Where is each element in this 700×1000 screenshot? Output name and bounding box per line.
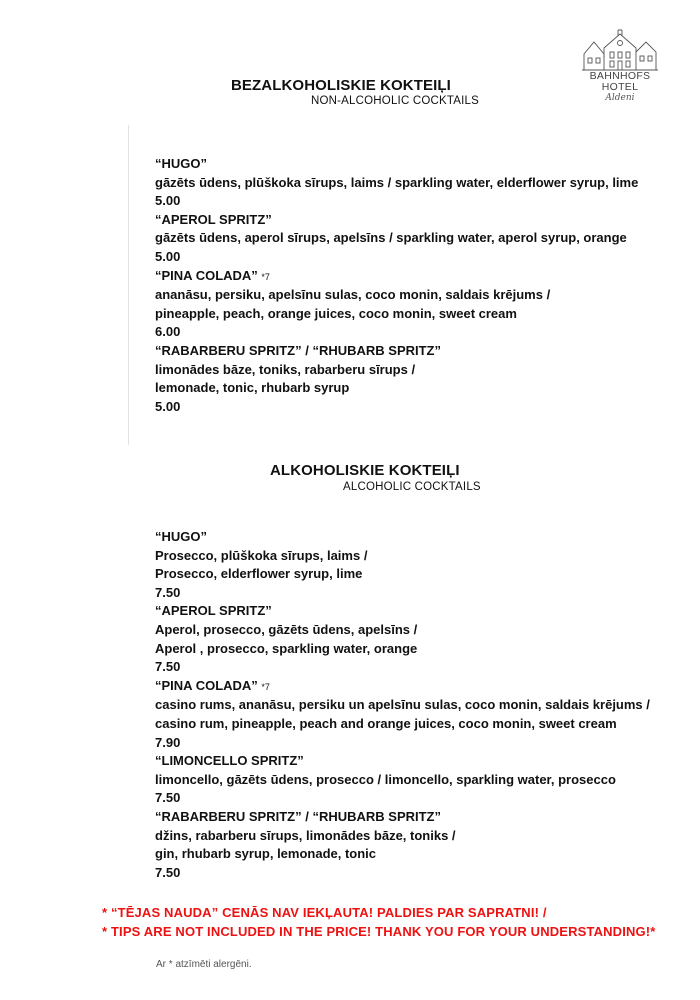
item-description: gāzēts ūdens, aperol sīrups, apelsīns / sparkling water, aperol syrup, orange — [155, 230, 627, 246]
menu-item — [155, 211, 638, 267]
alcoholic-subtitle: ALCOHOLIC COCKTAILS — [343, 481, 481, 493]
item-price: 5.00 — [155, 193, 181, 209]
non-alcoholic-title: BEZALKOHOLISKIE KOKTEIĻI — [231, 77, 451, 94]
item-price: 7.50 — [155, 584, 181, 600]
hotel-building-icon — [580, 28, 660, 72]
item-description: Aperol, prosecco, gāzēts ūdens, apelsīns / — [155, 621, 418, 637]
tips-notice-lv: * “TĒJAS NAUDA” CENĀS NAV IEKĻAUTA! PALDIES PAR SAPRATNI! / — [102, 905, 547, 920]
allergen-mark: *7 — [261, 681, 270, 692]
logo-name: BAHNHOFS HOTEL — [589, 70, 651, 93]
menu-item — [155, 808, 650, 882]
menu-item — [155, 155, 638, 211]
allergen-mark: *7 — [261, 271, 270, 282]
item-name: “PINA COLADA” *7 — [155, 677, 270, 693]
non-alcoholic-subtitle: NON-ALCOHOLIC COCKTAILS — [311, 95, 479, 107]
item-description: džins, rabarberu sīrups, limonādes bāze, toniks / — [155, 827, 456, 843]
item-name: “HUGO” — [155, 529, 207, 544]
tips-notice-en: * TIPS ARE NOT INCLUDED IN THE PRICE! THANK YOU FOR YOUR UNDERSTANDING!* — [102, 924, 656, 939]
item-description: gin, rhubarb syrup, lemonade, tonic — [155, 846, 377, 862]
item-description: Aperol , prosecco, sparkling water, orange — [155, 640, 418, 656]
item-price: 6.00 — [155, 324, 181, 340]
item-name: “RABARBERU SPRITZ” / “RHUBARB SPRITZ” — [155, 342, 441, 358]
alcoholic-title: ALKOHOLISKIE KOKTEIĻI — [270, 462, 460, 479]
item-description: ananāsu, persiku, apelsīnu sulas, coco monin, saldais krējums / — [155, 287, 551, 303]
menu-item — [155, 267, 638, 342]
item-name: “LIMONCELLO SPRITZ” — [155, 753, 304, 769]
hotel-logo — [578, 28, 662, 103]
item-name: “RABARBERU SPRITZ” / “RHUBARB SPRITZ” — [155, 808, 441, 824]
item-description: casino rum, pineapple, peach and orange juices, coco monin, sweet cream — [155, 715, 617, 731]
divider-line — [128, 125, 129, 445]
item-price: 7.50 — [155, 864, 181, 880]
item-price: 5.00 — [155, 248, 181, 264]
item-description: Prosecco, elderflower syrup, lime — [155, 566, 363, 582]
item-description: limoncello, gāzēts ūdens, prosecco / limoncello, sparkling water, prosecco — [155, 771, 616, 787]
item-description: lemonade, tonic, rhubarb syrup — [155, 380, 350, 396]
item-name: “HUGO” — [155, 156, 207, 171]
item-description: pineapple, peach, orange juices, coco monin, sweet cream — [155, 305, 517, 321]
alcoholic-list — [155, 528, 650, 882]
item-name: “APEROL SPRITZ” — [155, 211, 272, 227]
item-price: 7.50 — [155, 790, 181, 806]
menu-item — [155, 677, 650, 752]
menu-item — [155, 602, 650, 676]
item-description: limonādes bāze, toniks, rabarberu sīrups / — [155, 361, 416, 377]
item-description: gāzēts ūdens, plūškoka sīrups, laims / sparkling water, elderflower syrup, lime — [155, 174, 639, 190]
item-price: 5.00 — [155, 398, 181, 414]
allergen-note: Ar * atzīmēti alergēni. — [156, 959, 252, 970]
item-name: “PINA COLADA” *7 — [155, 267, 270, 283]
item-price: 7.90 — [155, 734, 181, 750]
item-description: casino rums, ananāsu, persiku un apelsīnu sulas, coco monin, saldais krējums / — [155, 697, 650, 713]
item-description: Prosecco, plūškoka sīrups, laims / — [155, 547, 368, 563]
menu-item — [155, 528, 650, 602]
non-alcoholic-list — [155, 155, 638, 416]
menu-item — [155, 752, 650, 808]
logo-script: Aldeni — [605, 93, 635, 103]
menu-item — [155, 342, 638, 416]
item-price: 7.50 — [155, 659, 181, 675]
item-name: “APEROL SPRITZ” — [155, 603, 272, 619]
